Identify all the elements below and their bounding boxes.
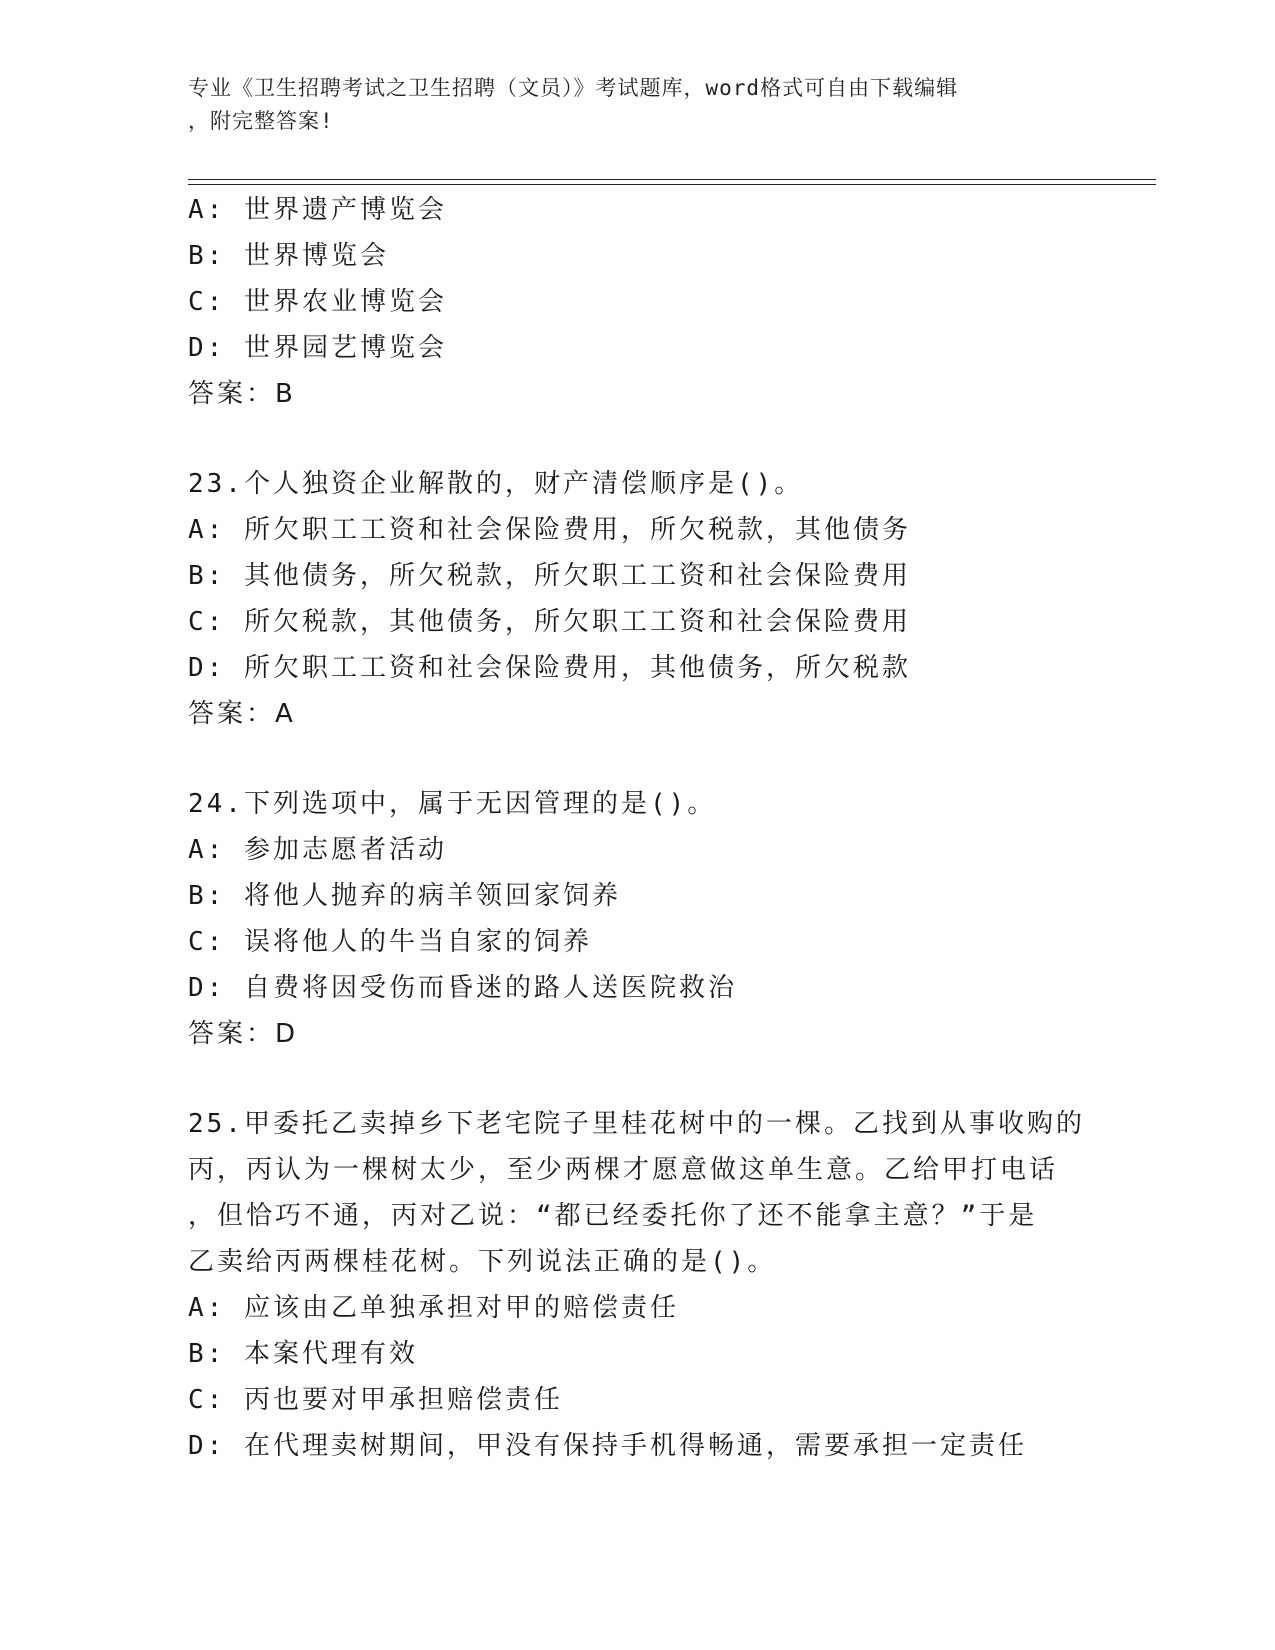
question-23 <box>188 461 1088 737</box>
question-list <box>188 187 1088 1469</box>
question-25 <box>188 1101 1088 1469</box>
header-divider-top <box>188 179 1156 180</box>
question-24 <box>188 781 1088 1057</box>
option-b: B: 世界博览会 <box>188 241 389 271</box>
header-line-1: 专业《卫生招聘考试之卫生招聘（文员）》考试题库，word格式可自由下载编辑 <box>188 76 959 100</box>
question-stem: 23.个人独资企业解散的，财产清偿顺序是()。 <box>188 469 804 499</box>
option-a: A: 世界遗产博览会 <box>188 195 447 225</box>
answer-line: 答案：B <box>188 379 296 409</box>
question-stem-line-2: 丙，丙认为一棵树太少，至少两棵才愿意做这单生意。乙给甲打电话 <box>188 1155 1059 1185</box>
option-d: D: 所欠职工工资和社会保险费用，其他债务，所欠税款 <box>188 653 911 683</box>
option-c: C: 世界农业博览会 <box>188 287 447 317</box>
option-b: B: 将他人抛弃的病羊领回家饲养 <box>188 881 621 911</box>
option-c: C: 所欠税款，其他债务，所欠职工工资和社会保险费用 <box>188 607 911 637</box>
option-b: B: 本案代理有效 <box>188 1339 418 1369</box>
option-a: A: 应该由乙单独承担对甲的赔偿责任 <box>188 1293 679 1323</box>
option-b: B: 其他债务，所欠税款，所欠职工工资和社会保险费用 <box>188 561 911 591</box>
option-d: D: 在代理卖树期间，甲没有保持手机得畅通，需要承担一定责任 <box>188 1431 1027 1461</box>
question-22-tail <box>188 187 1088 417</box>
question-stem-line-1: 25.甲委托乙卖掉乡下老宅院子里桂花树中的一棵。乙找到从事收购的 <box>188 1109 1085 1139</box>
option-d: D: 世界园艺博览会 <box>188 333 447 363</box>
question-stem: 24.下列选项中，属于无因管理的是()。 <box>188 789 717 819</box>
answer-line: 答案：D <box>188 1019 299 1049</box>
header-line-2: ，附完整答案! <box>188 109 334 133</box>
question-stem-line-3: ，但恰巧不通，丙对乙说：“都已经委托你了还不能拿主意？”于是 <box>188 1201 1038 1231</box>
header-divider-bottom <box>188 184 1156 185</box>
option-c: C: 误将他人的牛当自家的饲养 <box>188 927 592 957</box>
answer-line: 答案：A <box>188 699 296 729</box>
question-stem-line-4: 乙卖给丙两棵桂花树。下列说法正确的是()。 <box>188 1247 777 1277</box>
option-d: D: 自费将因受伤而昏迷的路人送医院救治 <box>188 973 737 1003</box>
option-a: A: 参加志愿者活动 <box>188 835 447 865</box>
option-c: C: 丙也要对甲承担赔偿责任 <box>188 1385 563 1415</box>
document-header <box>188 72 1068 138</box>
option-a: A: 所欠职工工资和社会保险费用，所欠税款，其他债务 <box>188 515 911 545</box>
